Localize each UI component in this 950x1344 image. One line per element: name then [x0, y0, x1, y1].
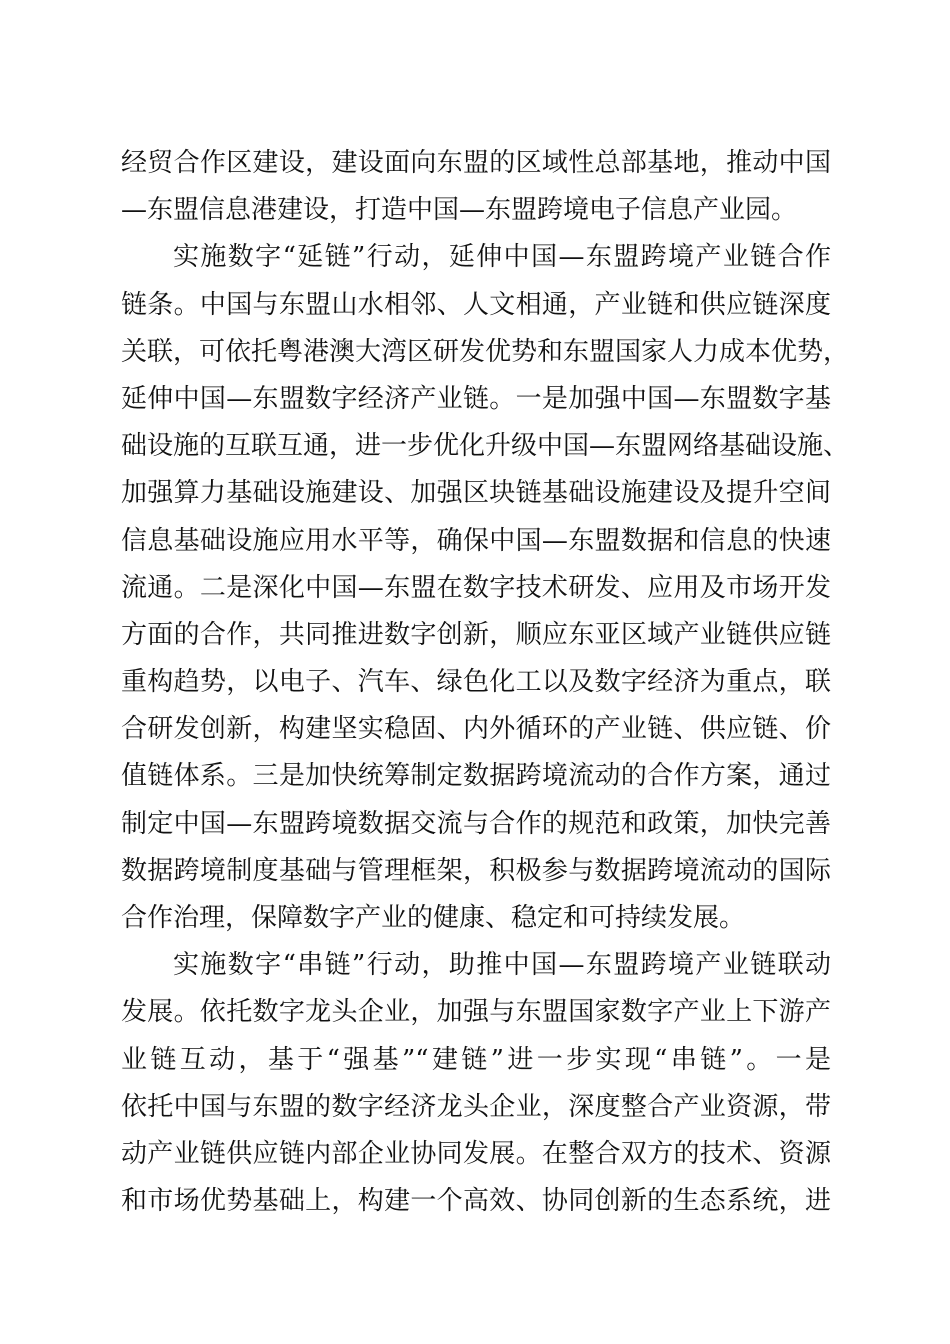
- text-line: 链条。中国与东盟山水相邻、人文相通，产业链和供应链深度: [121, 289, 831, 320]
- text-line: 值链体系。三是加快统筹制定数据跨境流动的合作方案，通过: [121, 761, 831, 792]
- text-line: 方面的合作，共同推进数字创新，顺应东亚区域产业链供应链: [121, 619, 831, 650]
- text-line: 动产业链供应链内部企业协同发展。在整合双方的技术、资源: [121, 1138, 831, 1169]
- text-line: 延伸中国—东盟数字经济产业链。一是加强中国—东盟数字基: [121, 383, 831, 414]
- paragraph-end-line: 合作治理，保障数字产业的健康、稳定和可持续发展。: [121, 903, 746, 933]
- text-line: 数据跨境制度基础与管理框架，积极参与数据跨境流动的国际: [121, 855, 831, 886]
- text-line: 流通。二是深化中国—东盟在数字技术研发、应用及市场开发: [121, 572, 831, 603]
- text-line: 发展。依托数字龙头企业，加强与东盟国家数字产业上下游产: [121, 997, 831, 1028]
- text-line: 合研发创新，构建坚实稳固、内外循环的产业链、供应链、价: [121, 714, 831, 745]
- text-line: 经贸合作区建设，建设面向东盟的区域性总部基地，推动中国: [121, 148, 831, 178]
- text-line: 信息基础设施应用水平等，确保中国—东盟数据和信息的快速: [121, 525, 831, 556]
- text-line: 业链互动，基于“强基”“建链”进一步实现“串链”。一是: [121, 1044, 831, 1075]
- paragraph-start-line: 实施数字“串链”行动，助推中国—东盟跨境产业链联动: [173, 950, 831, 981]
- text-line: 关联，可依托粤港澳大湾区研发优势和东盟国家人力成本优势，: [121, 336, 850, 367]
- paragraph-end-line: —东盟信息港建设，打造中国—东盟跨境电子信息产业园。: [121, 195, 798, 226]
- body-text: [121, 140, 850, 1225]
- text-line: 重构趋势，以电子、汽车、绿色化工以及数字经济为重点，联: [121, 667, 831, 698]
- paragraph-start-line: 实施数字“延链”行动，延伸中国—东盟跨境产业链合作: [173, 242, 831, 273]
- text-line: 制定中国—东盟跨境数据交流与合作的规范和政策，加快完善: [121, 808, 831, 839]
- text-line: 础设施的互联互通，进一步优化升级中国—东盟网络基础设施、: [121, 431, 850, 462]
- text-line: 和市场优势基础上，构建一个高效、协同创新的生态系统，进: [121, 1186, 831, 1217]
- text-line: 依托中国与东盟的数字经济龙头企业，深度整合产业资源，带: [121, 1091, 831, 1122]
- text-line: 加强算力基础设施建设、加强区块链基础设施建设及提升空间: [121, 478, 831, 509]
